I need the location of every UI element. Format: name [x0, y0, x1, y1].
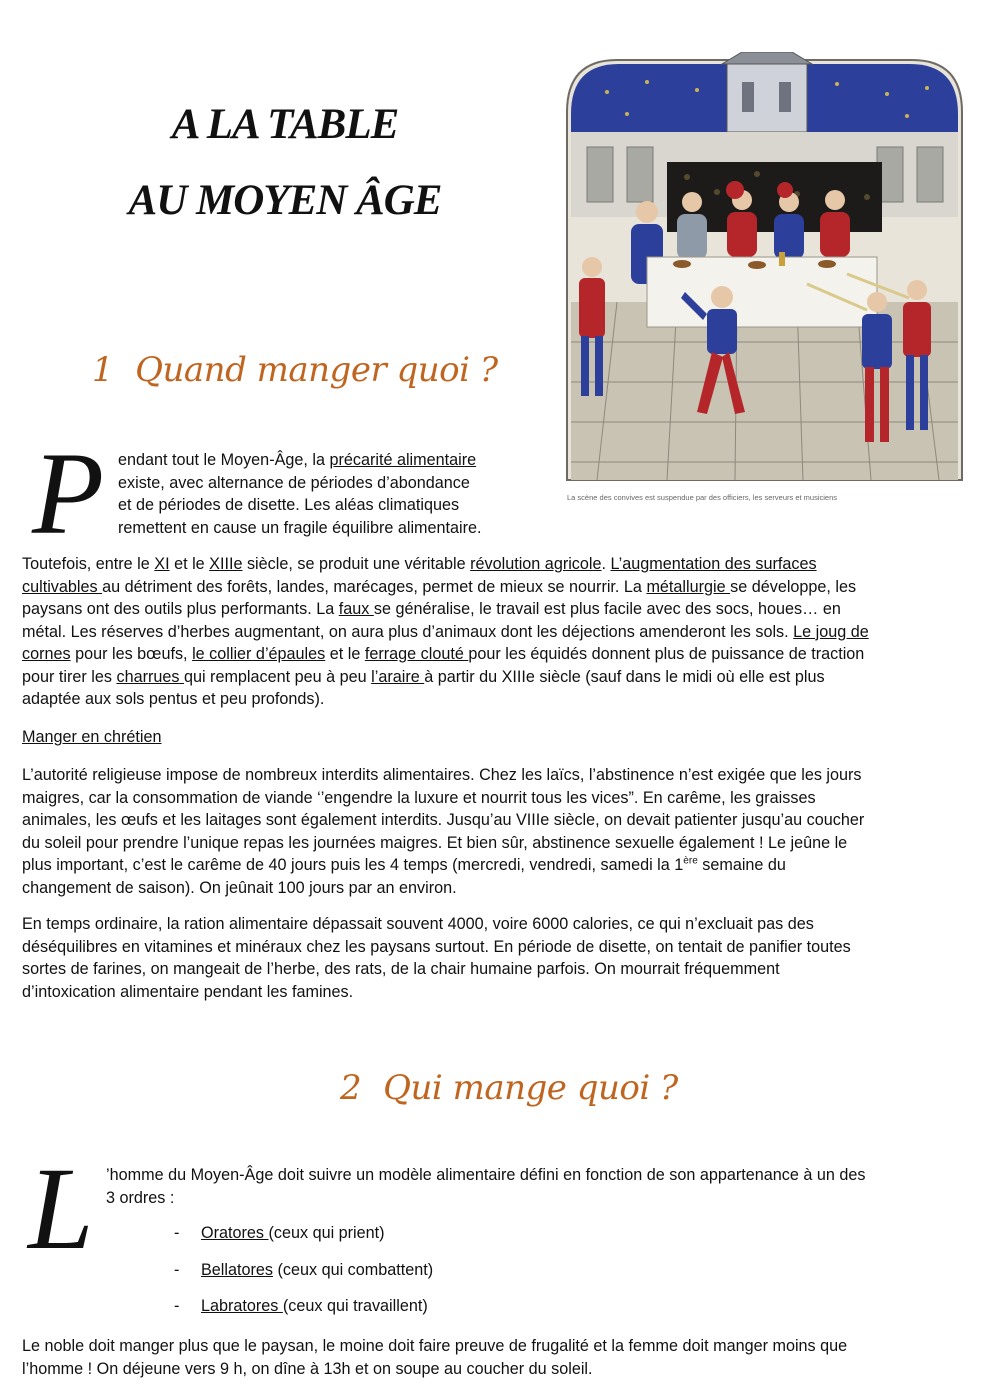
list-item-bellatores: - Bellatores (ceux qui combattent): [174, 1261, 434, 1279]
term-araire: l’araire: [371, 667, 425, 686]
term-revolution-agricole: révolution agricole: [470, 555, 602, 573]
term-collier: le collier d’épaules: [192, 645, 326, 663]
term-xiiie: XIIIe: [209, 555, 243, 573]
intro-line-4: remettent en cause un fragile équilibre alimentaire.: [118, 518, 482, 537]
list-item-labratores: - Labratores (ceux qui travaillent): [174, 1297, 428, 1315]
term-augmentation-surfaces: L’augmentation des surfaces: [610, 555, 817, 573]
section-title-2: Qui mange quoi ?: [383, 1068, 678, 1108]
term-xi: XI: [154, 555, 170, 573]
term-joug: Le joug de: [793, 622, 869, 641]
term-charrues: charrues: [116, 667, 184, 686]
paragraph-revolution-agricole: Toutefois, entre le XI et le XIIIe siècle, se produit une véritable révolution agricole. L’augmentation des surfaces cultivables au détriment des forêts, landes, marécages, permet de mieux se nourrir. La métallurgie se développe, les paysans ont des outils plus performants. La faux se généralise, le travail est plus facile avec des socs, houes… en métal. Les réserves d’herbes augmentant, on aura plus d’animaux dont les déjections amenderont les sols. Le joug de cornes pour les bœufs, le collier d’épaules et le ferrage clouté pour les équidés donnent plus de puissance de traction pour tirer les charrues qui remplacent peu à peu l’araire à partir du XIIIe siècle (sauf dans le midi où elle est plus adaptée aux sols pentus et peu profonds).: [22, 555, 869, 708]
term-cornes: cornes: [22, 645, 71, 663]
list-item-oratores: - Oratores (ceux qui prient): [174, 1224, 385, 1242]
section-heading-1: [92, 350, 498, 390]
dropcap-p: P: [32, 428, 105, 559]
term-oratores: Oratores: [201, 1224, 269, 1242]
section-number-2: 2: [340, 1068, 362, 1108]
term-precarite: précarité alimentaire: [329, 451, 477, 469]
intro-line-2: existe, avec alternance de périodes d’abondance: [118, 473, 470, 492]
section-number-1: 1: [92, 350, 114, 390]
intro-line-3: et de périodes de disette. Les aléas climatiques: [118, 496, 460, 514]
section-title-1: Quand manger quoi ?: [135, 350, 498, 390]
term-bellatores: Bellatores: [201, 1261, 273, 1279]
paragraph-interdits: L’autorité religieuse impose de nombreux interdits alimentaires. Chez les laïcs, l’abstinence n’est exigée que les jours maigres, car la consommation de viande ‘’engendre la luxure et nourrit tous les vices”. En carême, les graisses animales, les œufs et les laitages sont également interdits. Jusqu’au VIIIe siècle, on devait patienter jusqu’au coucher du soleil pour prendre l’unique repas les journées maigres. Et bien sûr, abstinence sexuelle également ! Le jeûne le plus important, c’est le carême de 40 jours puis les 4 temps (mercredi, vendredi, samedi la 1ère semaine du changement de saison). On jeûnait 100 jours par an environ.: [22, 766, 865, 897]
illustration-caption: La scène des convives est suspendue par des officiers, les serveurs et musiciens: [567, 493, 837, 502]
term-cultivables: cultivables: [22, 577, 103, 596]
term-faux: faux: [338, 600, 374, 618]
term-metallurgie: métallurgie: [646, 577, 731, 596]
term-ferrage: ferrage clouté: [364, 645, 469, 663]
paragraph-closing: Le noble doit manger plus que le paysan, le moine doit faire preuve de frugalité et la femme doit manger moins que l’homme ! On déjeune vers 9 h, on dîne à 13h et on soupe au coucher du soleil.: [22, 1337, 848, 1378]
subheading-manger-en-chretien: Manger en chrétien: [22, 728, 162, 746]
title-line-2: AU MOYEN ÂGE: [128, 177, 442, 224]
paragraph-ration: En temps ordinaire, la ration alimentaire dépassait souvent 4000, voire 6000 calories, ce qui n’excluait pas des déséquilibres en vitamines et minéraux chez les paysans surtout. En période de disette, on tentait de panifier toutes sortes de farines, on mangeait de l’herbe, des rats, de la chair humaine parfois. On mourrait fréquemment d’intoxication alimentaire pendant les famines.: [22, 915, 851, 1001]
intro-text: endant tout le Moyen-Âge, la: [118, 451, 330, 469]
section1-intro: [118, 449, 482, 539]
section-heading-2: [340, 1068, 678, 1108]
dropcap-l: L: [28, 1143, 94, 1274]
section2-intro: ’homme du Moyen-Âge doit suivre un modèle alimentaire défini en fonction de son appartenance à un des 3 ordres :: [106, 1166, 866, 1207]
term-labratores: Labratores: [201, 1297, 283, 1315]
title-line-1: A LA TABLE: [171, 101, 399, 148]
medieval-banquet-illustration: [557, 52, 972, 512]
